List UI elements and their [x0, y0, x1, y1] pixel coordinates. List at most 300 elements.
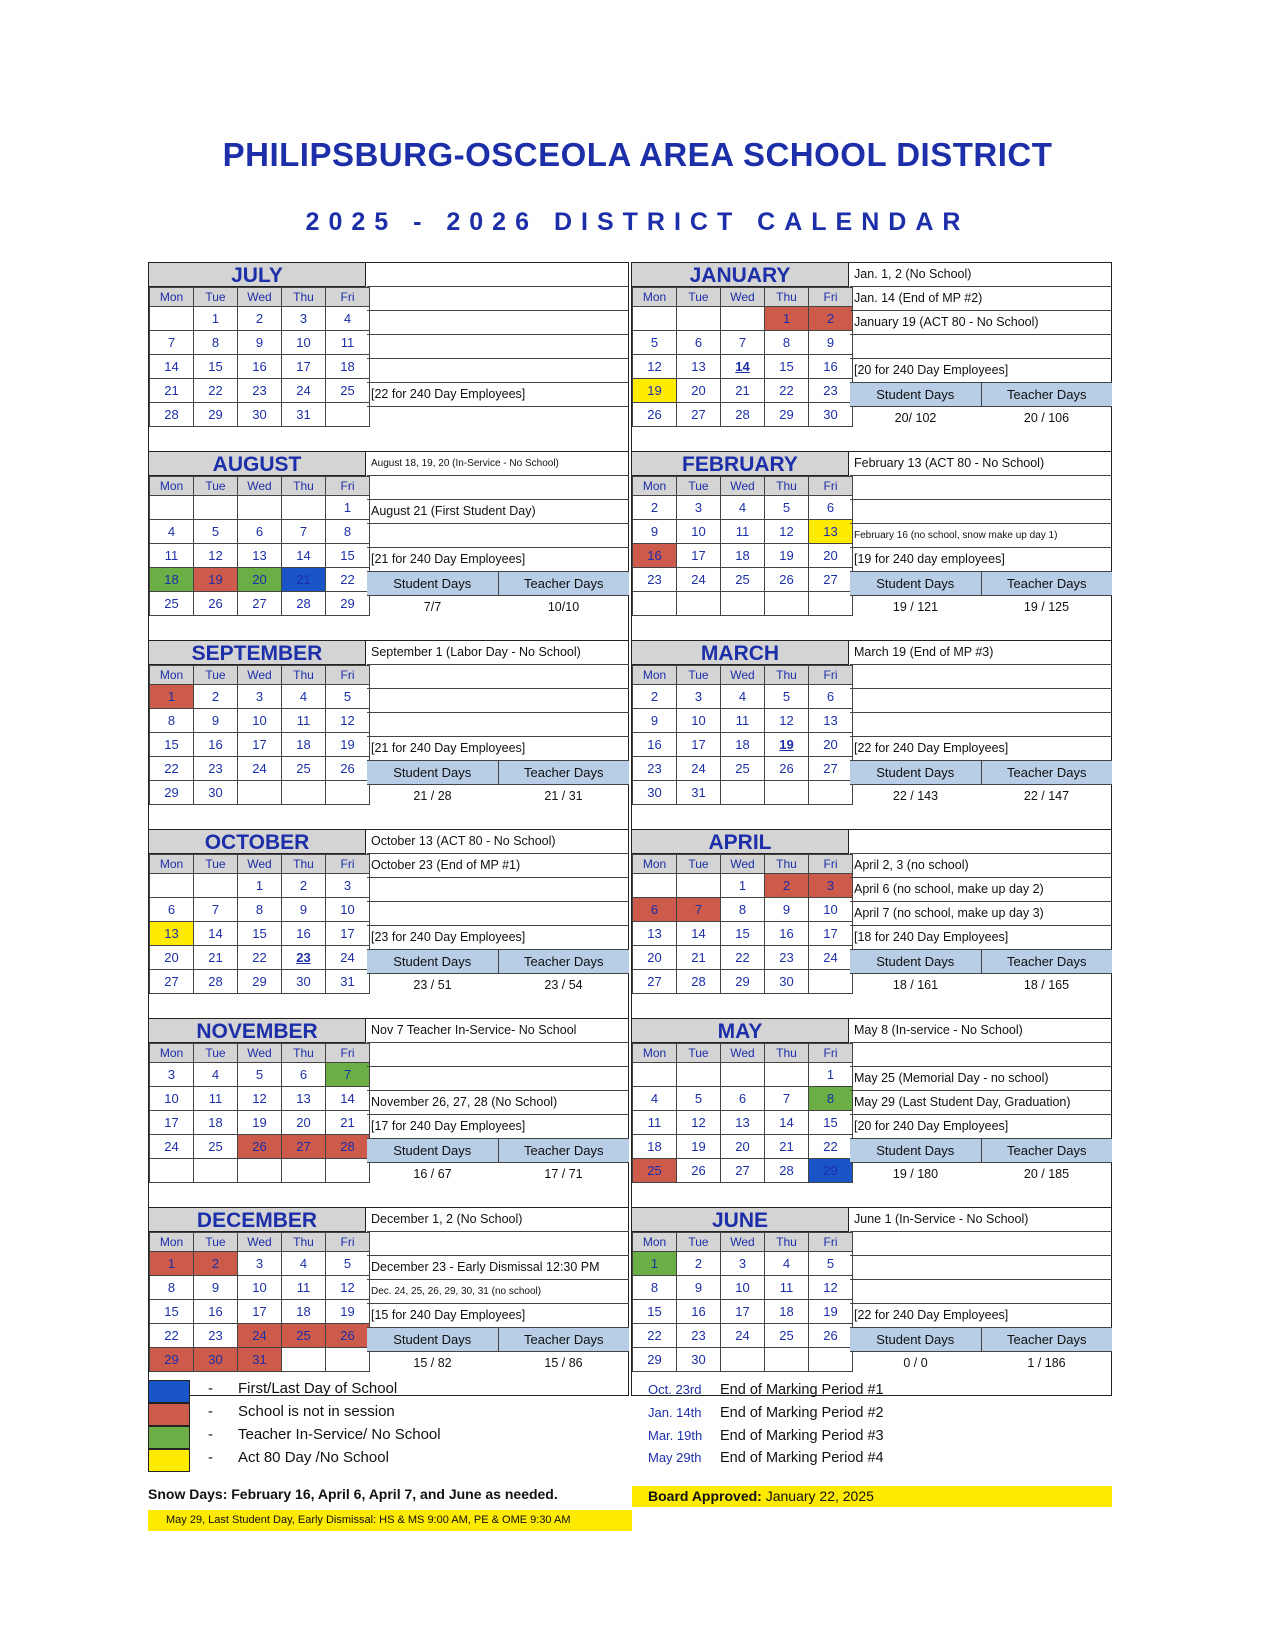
date-cell: 25: [194, 1135, 238, 1159]
day-of-week-label: Wed: [238, 477, 282, 496]
date-cell: 9: [677, 1276, 721, 1300]
student-days-label: Student Days: [850, 1139, 982, 1162]
date-cell: [809, 970, 853, 994]
date-cell: [326, 1348, 370, 1372]
mp-text: End of Marking Period #4: [720, 1450, 884, 1466]
date-cell: 15: [326, 544, 370, 568]
month-notes: [367, 1208, 629, 1374]
date-cell: 24: [809, 946, 853, 970]
days-values: [367, 785, 629, 807]
date-cell: 1: [765, 307, 809, 331]
date-cell: 9: [633, 709, 677, 733]
days-header: [850, 1328, 1112, 1352]
day-of-week-label: Mon: [150, 1044, 194, 1063]
month-note: [367, 689, 629, 713]
month-note: [15 for 240 Day Employees]: [367, 1304, 629, 1328]
month-note: [850, 830, 1112, 854]
day-of-week-label: Wed: [238, 288, 282, 307]
date-cell: 3: [238, 685, 282, 709]
date-cell: 1: [194, 307, 238, 331]
date-cell: 14: [326, 1087, 370, 1111]
date-cell: [633, 592, 677, 616]
date-cell: [282, 1159, 326, 1183]
date-cell: 6: [721, 1087, 765, 1111]
month-note: [367, 359, 629, 383]
date-cell: [238, 1159, 282, 1183]
date-cell: 1: [150, 1252, 194, 1276]
month-name: DECEMBER: [149, 1208, 366, 1232]
month-name: MARCH: [632, 641, 849, 665]
month-block-october: [148, 829, 629, 1018]
day-of-week-label: Wed: [238, 666, 282, 685]
days-values: [850, 974, 1112, 996]
date-cell: 27: [809, 568, 853, 592]
date-cell: 25: [765, 1324, 809, 1348]
date-cell: 15: [809, 1111, 853, 1135]
date-cell: [809, 592, 853, 616]
month-note: [850, 1043, 1112, 1067]
day-of-week-label: Thu: [765, 666, 809, 685]
teacher-days-count: 15 / 86: [544, 1356, 583, 1370]
day-of-week-label: Mon: [150, 855, 194, 874]
date-cell: 3: [150, 1063, 194, 1087]
month-note: [367, 1232, 629, 1256]
day-of-week-label: Mon: [633, 1044, 677, 1063]
date-cell: 16: [194, 733, 238, 757]
student-days-count: 22 / 143: [892, 789, 939, 803]
date-cell: 5: [326, 685, 370, 709]
date-cell: 13: [809, 520, 853, 544]
day-of-week-label: Fri: [809, 477, 853, 496]
day-of-week-label: Mon: [633, 477, 677, 496]
month-note: [367, 1043, 629, 1067]
date-cell: 6: [238, 520, 282, 544]
date-cell: 28: [326, 1135, 370, 1159]
month-notes: [367, 263, 629, 407]
date-cell: 10: [809, 898, 853, 922]
month-note: May 8 (In-service - No School): [850, 1019, 1112, 1043]
month-note: [21 for 240 Day Employees]: [367, 737, 629, 761]
date-cell: [150, 307, 194, 331]
month-note: [367, 902, 629, 926]
day-of-week-label: Tue: [677, 1233, 721, 1252]
date-cell: 8: [194, 331, 238, 355]
date-cell: 7: [194, 898, 238, 922]
may29-note: May 29, Last Student Day, Early Dismissal: HS & MS 9:00 AM, PE & OME 9:30 AM: [148, 1510, 632, 1531]
date-cell: [765, 781, 809, 805]
date-cell: 16: [238, 355, 282, 379]
date-cell: 4: [721, 496, 765, 520]
page-title: PHILIPSBURG-OSCEOLA AREA SCHOOL DISTRICT: [222, 136, 1053, 173]
date-cell: 16: [765, 922, 809, 946]
date-cell: 18: [282, 733, 326, 757]
date-cell: 8: [765, 331, 809, 355]
month-note: [850, 1280, 1112, 1304]
date-cell: 16: [194, 1300, 238, 1324]
date-cell: 27: [238, 592, 282, 616]
date-cell: 1: [809, 1063, 853, 1087]
date-cell: 12: [633, 355, 677, 379]
date-cell: 30: [238, 403, 282, 427]
month-note: [367, 1067, 629, 1091]
date-cell: 11: [721, 520, 765, 544]
date-cell: 7: [150, 331, 194, 355]
legend-not-in-session: School is not in session: [238, 1403, 395, 1420]
date-cell: 22: [150, 757, 194, 781]
date-cell: 18: [150, 568, 194, 592]
date-cell: 19: [194, 568, 238, 592]
month-table: [149, 1043, 370, 1183]
date-cell: 29: [633, 1348, 677, 1372]
days-header: [850, 1139, 1112, 1163]
month-block-march: [631, 640, 1112, 829]
date-cell: 3: [677, 496, 721, 520]
days-header: [367, 761, 629, 785]
month-name: MAY: [632, 1019, 849, 1043]
date-cell: 26: [765, 568, 809, 592]
teacher-days-label: Teacher Days: [982, 950, 1113, 973]
date-cell: 28: [150, 403, 194, 427]
days-values: [367, 596, 629, 618]
day-of-week-label: Fri: [809, 288, 853, 307]
date-cell: 29: [721, 970, 765, 994]
date-cell: 2: [809, 307, 853, 331]
date-cell: 21: [765, 1135, 809, 1159]
date-cell: [633, 874, 677, 898]
date-cell: 28: [282, 592, 326, 616]
student-days-count: 19 / 180: [892, 1167, 939, 1181]
month-note: [367, 665, 629, 689]
date-cell: 12: [238, 1087, 282, 1111]
day-of-week-label: Mon: [150, 1233, 194, 1252]
date-cell: 14: [150, 355, 194, 379]
date-cell: 31: [282, 403, 326, 427]
date-cell: 19: [326, 1300, 370, 1324]
date-cell: [809, 781, 853, 805]
month-notes: [367, 830, 629, 996]
date-cell: 1: [238, 874, 282, 898]
month-table: [632, 854, 853, 994]
day-of-week-label: Wed: [721, 1233, 765, 1252]
date-cell: [677, 874, 721, 898]
date-cell: 30: [194, 1348, 238, 1372]
date-cell: [721, 307, 765, 331]
teacher-days-label: Teacher Days: [982, 1139, 1113, 1162]
date-cell: 13: [721, 1111, 765, 1135]
date-cell: 25: [326, 379, 370, 403]
mp-date: Jan. 14th: [648, 1405, 702, 1420]
date-cell: 11: [633, 1111, 677, 1135]
date-cell: 21: [282, 568, 326, 592]
date-cell: 30: [809, 403, 853, 427]
date-cell: 7: [282, 520, 326, 544]
date-cell: 24: [238, 757, 282, 781]
student-days-label: Student Days: [850, 1328, 982, 1351]
month-note: [18 for 240 Day Employees]: [850, 926, 1112, 950]
date-cell: 14: [721, 355, 765, 379]
day-of-week-label: Tue: [194, 855, 238, 874]
date-cell: 25: [150, 592, 194, 616]
date-cell: 13: [633, 922, 677, 946]
month-block-february: [631, 451, 1112, 640]
date-cell: 11: [194, 1087, 238, 1111]
date-cell: 10: [721, 1276, 765, 1300]
month-note: January 19 (ACT 80 - No School): [850, 311, 1112, 335]
month-note: Nov 7 Teacher In-Service- No School: [367, 1019, 629, 1043]
date-cell: 1: [633, 1252, 677, 1276]
student-days-count: 19 / 121: [892, 600, 939, 614]
date-cell: 27: [809, 757, 853, 781]
days-values: [850, 407, 1112, 429]
date-cell: 11: [765, 1276, 809, 1300]
teacher-days-count: 20 / 185: [1023, 1167, 1070, 1181]
month-table: [149, 287, 370, 427]
day-of-week-label: Mon: [633, 855, 677, 874]
date-cell: 10: [238, 709, 282, 733]
date-cell: 22: [809, 1135, 853, 1159]
month-notes: [367, 452, 629, 618]
date-cell: 14: [677, 922, 721, 946]
month-notes: [850, 1019, 1112, 1185]
date-cell: 14: [765, 1111, 809, 1135]
month-note: September 1 (Labor Day - No School): [367, 641, 629, 665]
student-days-label: Student Days: [367, 1139, 499, 1162]
month-note: [23 for 240 Day Employees]: [367, 926, 629, 950]
month-name: AUGUST: [149, 452, 366, 476]
month-name: FEBRUARY: [632, 452, 849, 476]
days-values: [850, 1352, 1112, 1374]
day-of-week-label: Mon: [150, 477, 194, 496]
date-cell: 25: [633, 1159, 677, 1183]
date-cell: 3: [809, 874, 853, 898]
legend: [148, 1380, 1112, 1480]
date-cell: 11: [282, 709, 326, 733]
date-cell: [721, 1348, 765, 1372]
day-of-week-label: Tue: [677, 666, 721, 685]
month-note: December 1, 2 (No School): [367, 1208, 629, 1232]
date-cell: 2: [282, 874, 326, 898]
date-cell: 23: [238, 379, 282, 403]
date-cell: 13: [282, 1087, 326, 1111]
month-note: [21 for 240 Day Employees]: [367, 548, 629, 572]
date-cell: 3: [721, 1252, 765, 1276]
date-cell: 20: [721, 1135, 765, 1159]
month-note: [20 for 240 Day Employees]: [850, 1115, 1112, 1139]
date-cell: 15: [633, 1300, 677, 1324]
day-of-week-label: Fri: [809, 666, 853, 685]
day-of-week-label: Thu: [282, 288, 326, 307]
date-cell: 2: [238, 307, 282, 331]
date-cell: 16: [633, 544, 677, 568]
date-cell: 3: [326, 874, 370, 898]
date-cell: 18: [721, 733, 765, 757]
date-cell: 8: [238, 898, 282, 922]
date-cell: [721, 781, 765, 805]
date-cell: 20: [809, 733, 853, 757]
student-days-label: Student Days: [850, 761, 982, 784]
days-values: [850, 596, 1112, 618]
date-cell: [326, 403, 370, 427]
date-cell: 15: [721, 922, 765, 946]
date-cell: 18: [326, 355, 370, 379]
month-table: [632, 1043, 853, 1183]
date-cell: 24: [677, 568, 721, 592]
date-cell: 24: [326, 946, 370, 970]
date-cell: 24: [282, 379, 326, 403]
month-block-november: [148, 1018, 629, 1207]
date-cell: 7: [765, 1087, 809, 1111]
day-of-week-label: Tue: [677, 288, 721, 307]
date-cell: 19: [326, 733, 370, 757]
teacher-days-label: Teacher Days: [982, 1328, 1113, 1351]
date-cell: [809, 1348, 853, 1372]
date-cell: 16: [282, 922, 326, 946]
month-note: [367, 713, 629, 737]
teacher-days-label: Teacher Days: [982, 572, 1113, 595]
date-cell: 27: [677, 403, 721, 427]
date-cell: 29: [765, 403, 809, 427]
day-of-week-label: Tue: [677, 477, 721, 496]
day-of-week-label: Wed: [721, 855, 765, 874]
teacher-days-label: Teacher Days: [499, 1139, 630, 1162]
day-of-week-label: Thu: [282, 477, 326, 496]
date-cell: [238, 781, 282, 805]
month-name: SEPTEMBER: [149, 641, 366, 665]
date-cell: 12: [326, 709, 370, 733]
month-table: [632, 665, 853, 805]
month-table: [149, 854, 370, 994]
month-notes: [850, 641, 1112, 807]
date-cell: 15: [150, 733, 194, 757]
month-block-april: [631, 829, 1112, 1018]
date-cell: 8: [150, 1276, 194, 1300]
date-cell: 21: [677, 946, 721, 970]
teacher-days-label: Teacher Days: [499, 572, 630, 595]
day-of-week-label: Fri: [326, 477, 370, 496]
teacher-days-label: Teacher Days: [982, 761, 1113, 784]
mp-text: End of Marking Period #2: [720, 1405, 884, 1421]
date-cell: 19: [633, 379, 677, 403]
date-cell: 26: [194, 592, 238, 616]
date-cell: 5: [326, 1252, 370, 1276]
date-cell: 5: [765, 496, 809, 520]
legend-dash: -: [208, 1380, 213, 1397]
month-note: February 16 (no school, snow make up day 1): [850, 524, 1112, 548]
date-cell: [282, 781, 326, 805]
date-cell: 20: [150, 946, 194, 970]
date-cell: 4: [150, 520, 194, 544]
date-cell: 23: [194, 1324, 238, 1348]
month-note: November 26, 27, 28 (No School): [367, 1091, 629, 1115]
date-cell: 4: [721, 685, 765, 709]
day-of-week-label: Wed: [721, 1044, 765, 1063]
date-cell: [238, 496, 282, 520]
date-cell: 2: [194, 1252, 238, 1276]
date-cell: 8: [150, 709, 194, 733]
date-cell: 14: [194, 922, 238, 946]
date-cell: 29: [150, 781, 194, 805]
date-cell: 26: [326, 757, 370, 781]
date-cell: 3: [677, 685, 721, 709]
date-cell: 30: [765, 970, 809, 994]
month-table: [149, 665, 370, 805]
month-note: [367, 287, 629, 311]
day-of-week-label: Thu: [765, 288, 809, 307]
month-notes: [367, 641, 629, 807]
date-cell: 26: [765, 757, 809, 781]
date-cell: [765, 1063, 809, 1087]
date-cell: 16: [677, 1300, 721, 1324]
date-cell: [150, 496, 194, 520]
date-cell: 4: [326, 307, 370, 331]
day-of-week-label: Tue: [194, 288, 238, 307]
date-cell: [721, 592, 765, 616]
student-days-label: Student Days: [850, 572, 982, 595]
month-note: [850, 689, 1112, 713]
date-cell: 24: [238, 1324, 282, 1348]
snow-days-note: Snow Days: February 16, April 6, April 7, and June as needed.: [148, 1486, 558, 1502]
date-cell: 8: [721, 898, 765, 922]
date-cell: 9: [194, 709, 238, 733]
date-cell: 18: [282, 1300, 326, 1324]
day-of-week-label: Fri: [809, 1044, 853, 1063]
day-of-week-label: Wed: [238, 1044, 282, 1063]
date-cell: 17: [809, 922, 853, 946]
date-cell: [150, 874, 194, 898]
date-cell: 20: [677, 379, 721, 403]
legend-swatch-yellow: [148, 1449, 190, 1472]
date-cell: 23: [633, 568, 677, 592]
month-notes: [850, 452, 1112, 618]
date-cell: 9: [194, 1276, 238, 1300]
month-table: [149, 476, 370, 616]
date-cell: 29: [194, 403, 238, 427]
date-cell: 5: [677, 1087, 721, 1111]
date-cell: 11: [150, 544, 194, 568]
date-cell: 8: [633, 1276, 677, 1300]
day-of-week-label: Mon: [633, 288, 677, 307]
day-of-week-label: Thu: [765, 855, 809, 874]
date-cell: 6: [633, 898, 677, 922]
date-cell: 16: [633, 733, 677, 757]
date-cell: 10: [677, 520, 721, 544]
board-approved: [632, 1486, 1112, 1507]
day-of-week-label: Thu: [282, 666, 326, 685]
date-cell: 20: [282, 1111, 326, 1135]
student-days-count: 0 / 0: [903, 1356, 928, 1370]
legend-dash: -: [208, 1449, 213, 1466]
month-note: [17 for 240 Day Employees]: [367, 1115, 629, 1139]
date-cell: 23: [194, 757, 238, 781]
month-note: [850, 500, 1112, 524]
legend-inservice: Teacher In-Service/ No School: [238, 1426, 441, 1443]
day-of-week-label: Wed: [238, 1233, 282, 1252]
mp-date: Oct. 23rd: [648, 1382, 702, 1397]
month-block-june: [631, 1207, 1112, 1396]
calendar-column-left: [148, 262, 629, 1396]
days-header: [850, 572, 1112, 596]
days-header: [367, 950, 629, 974]
day-of-week-label: Fri: [326, 1044, 370, 1063]
teacher-days-count: 20 / 106: [1023, 411, 1070, 425]
date-cell: 25: [282, 757, 326, 781]
legend-first-last-day: First/Last Day of School: [238, 1380, 398, 1397]
month-note: [22 for 240 Day Employees]: [367, 383, 629, 407]
day-of-week-label: Wed: [721, 666, 765, 685]
date-cell: 5: [765, 685, 809, 709]
day-of-week-label: Thu: [282, 855, 326, 874]
legend-act80: Act 80 Day /No School: [238, 1449, 389, 1466]
